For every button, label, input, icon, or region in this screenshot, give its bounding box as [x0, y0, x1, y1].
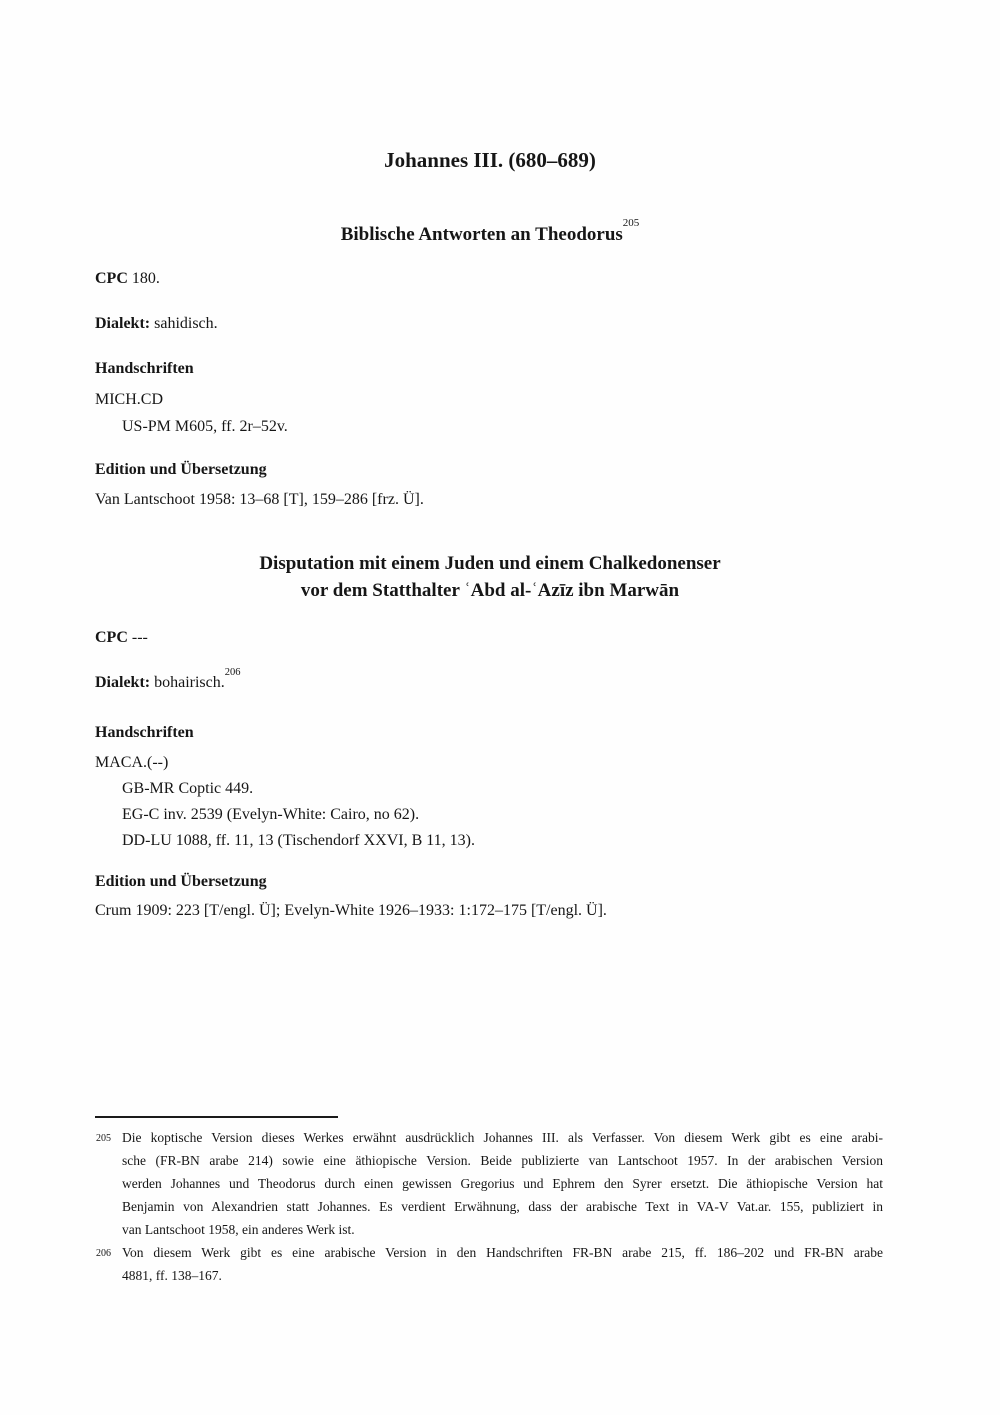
work-section-biblische-antworten	[95, 216, 885, 513]
footnote-text-line: 4881, ff. 138–167.	[122, 1268, 222, 1283]
footnote-number: 205	[96, 1133, 111, 1144]
cpc-value: ---	[131, 629, 148, 646]
footnote-text-line: Von diesem Werk gibt es eine arabische Version in den Handschriften FR-BN arabe 215, ff. 186–202 und FR-BN arabe	[122, 1245, 883, 1260]
footnotes-area	[95, 1116, 883, 1287]
dialekt-value: bohairisch.	[154, 674, 225, 691]
handschriften-heading: Handschriften	[95, 360, 194, 377]
shelfmark-line: EG-C inv. 2539 (Evelyn-White: Cairo, no 62).	[122, 806, 420, 823]
footnote-206	[95, 1241, 883, 1287]
footnote-text-line: Die koptische Version dieses Werkes erwähnt ausdrücklich Johannes III. als Verfasser. Von diesem Werk gibt es eine arabi-	[122, 1130, 883, 1145]
work-section-disputation	[95, 550, 885, 924]
dialekt-value: sahidisch.	[154, 315, 218, 332]
cpc-label: CPC	[95, 270, 128, 287]
work-title	[95, 550, 885, 604]
shelfmark-line: GB-MR Coptic 449.	[122, 780, 254, 797]
footnote-text-line: sche (FR-BN arabe 214) sowie eine äthiopische Version. Beide publizierte van Lantschoot 1957. In der arabischen Version	[122, 1153, 883, 1168]
manuscript-sigla: MICH.CD	[95, 391, 164, 408]
footnote-text-line: Benjamin von Alexandrien statt Johannes. Es verdient Erwähnung, dass der arabische Text in VA-V Vat.ar. 155, publiziert in	[122, 1199, 883, 1214]
dialekt-label: Dialekt:	[95, 315, 151, 332]
edition-heading: Edition und Übersetzung	[95, 873, 267, 890]
footnote-number: 206	[96, 1248, 111, 1259]
footnote-ref-206: 206	[224, 666, 241, 678]
page-content	[95, 0, 885, 924]
shelfmark-line: US-PM M605, ff. 2r–52v.	[122, 418, 288, 435]
handschriften-heading: Handschriften	[95, 724, 194, 741]
manuscript-sigla: MACA.(--)	[95, 754, 169, 771]
cpc-label: CPC	[95, 629, 128, 646]
cpc-line	[95, 265, 885, 292]
footnote-205	[95, 1126, 883, 1241]
shelfmark-line: DD-LU 1088, ff. 11, 13 (Tischendorf XXVI, B 11, 13).	[122, 832, 476, 849]
work-title-line-1: Disputation mit einem Juden und einem Chalkedonenser	[259, 553, 721, 574]
footnote-ref-205: 205	[622, 216, 640, 229]
edition-heading: Edition und Übersetzung	[95, 461, 267, 478]
edition-reference: Crum 1909: 223 [T/engl. Ü]; Evelyn-White 1926–1933: 1:172–175 [T/engl. Ü].	[95, 902, 607, 919]
footnote-text-line: van Lantschoot 1958, ein anderes Werk ist.	[122, 1222, 355, 1237]
cpc-value: 180.	[131, 270, 160, 287]
dialekt-line	[95, 666, 885, 696]
footnote-text-line: werden Johannes und Theodorus durch einen gewissen Gregorius und Ephrem den Syrer ersetzt. Die äthiopische Version hat	[122, 1176, 883, 1191]
work-title	[95, 216, 885, 248]
edition-reference: Van Lantschoot 1958: 13–68 [T], 159–286 [frz. Ü].	[95, 491, 424, 508]
dialekt-label: Dialekt:	[95, 674, 151, 691]
page-title: Johannes III. (680–689)	[384, 148, 596, 172]
footnote-separator-rule	[95, 1116, 338, 1118]
cpc-line	[95, 624, 885, 651]
work-title-text: Biblische Antworten an Theodorus	[340, 224, 623, 245]
work-title-line-2: vor dem Statthalter ʿAbd al-ʿAzīz ibn Marwān	[300, 580, 680, 601]
dialekt-line	[95, 310, 885, 337]
